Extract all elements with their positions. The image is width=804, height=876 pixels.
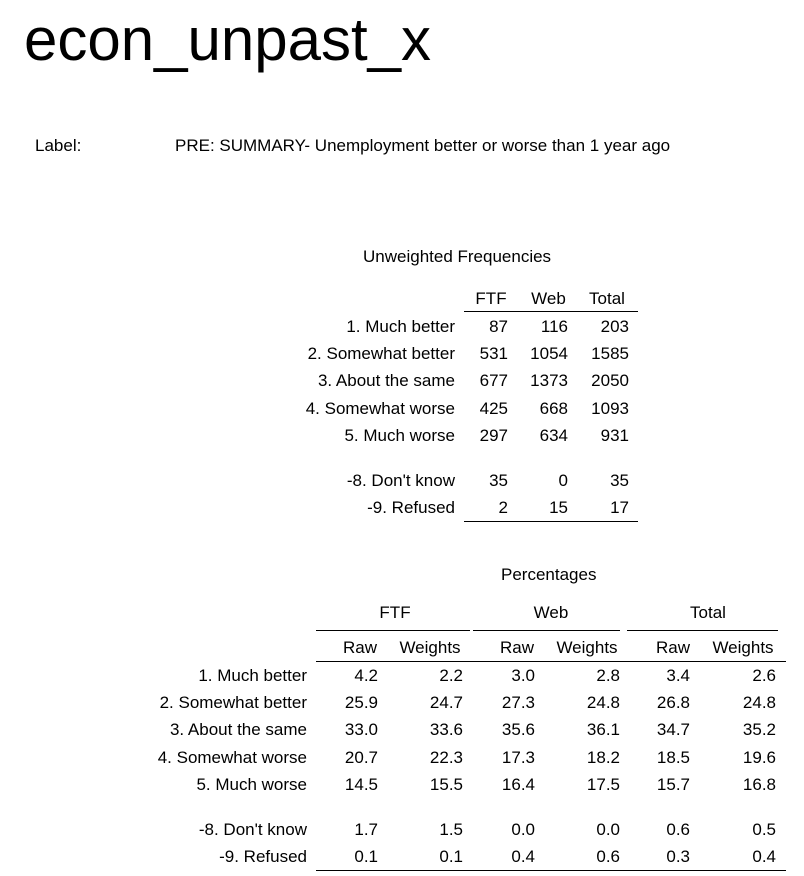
unweighted-cell: 2 [498,498,508,517]
percentages-cell: 17.3 [501,748,535,767]
percentages-cell: 27.3 [501,693,535,712]
unweighted-cell: 203 [600,317,629,336]
percentages-cell: 15.7 [656,775,690,794]
percentages-cell: 16.8 [742,775,776,794]
percentages-bottom-rule [316,870,786,871]
percentages-cell: 2.6 [752,666,776,685]
unweighted-bottom-rule [464,521,638,522]
percentages-subcol-header: Raw [655,638,690,657]
percentages-cell: 35.6 [501,720,535,739]
unweighted-cell: 1054 [530,344,568,363]
percentages-cell: 0.6 [666,820,690,839]
percentages-cell: 2.2 [439,666,463,685]
unweighted-cell: 2050 [591,371,629,390]
percentages-cell: 18.5 [656,748,690,767]
unweighted-cell: 677 [479,371,508,390]
unweighted-cell: 1093 [591,399,629,418]
percentages-cell: 3.0 [511,666,535,685]
unweighted-cell: 0 [558,471,568,490]
percentages-cell: 18.2 [586,748,620,767]
percentages-cell: 0.0 [511,820,535,839]
unweighted-cell: 668 [539,399,568,418]
percentages-cell: 0.1 [354,847,378,866]
percentages-row-label: 2. Somewhat better [159,693,307,712]
unweighted-title: Unweighted Frequencies [363,247,552,266]
unweighted-cell: 1373 [530,371,568,390]
percentages-cell: 26.8 [656,693,690,712]
unweighted-cell: 531 [479,344,508,363]
unweighted-cell: 931 [600,426,629,445]
percentages-cell: 33.6 [429,720,463,739]
percentages-subcol-header: Weights [556,638,618,657]
percentages-cell: 17.5 [586,775,620,794]
percentages-row-label: 5. Much worse [196,775,307,794]
percentages-row-label: 4. Somewhat worse [157,748,307,767]
percentages-cell: 0.6 [596,847,620,866]
unweighted-cell: 1585 [591,344,629,363]
unweighted-cell: 634 [539,426,568,445]
percentages-subcol-header: Weights [399,638,461,657]
unweighted-cell: 425 [479,399,508,418]
percentages-group-header: FTF [379,603,411,622]
unweighted-cell: 15 [549,498,568,517]
unweighted-cell: 297 [479,426,508,445]
percentages-row-label: 1. Much better [198,666,307,685]
percentages-cell: 22.3 [429,748,463,767]
percentages-group-rule [316,630,470,631]
percentages-row-label: -9. Refused [219,847,307,866]
percentages-cell: 25.9 [344,693,378,712]
percentages-title: Percentages [501,565,597,584]
unweighted-row-label: -8. Don't know [346,471,455,490]
unweighted-col-header: Total [589,289,625,308]
percentages-cell: 24.8 [742,693,776,712]
percentages-row-label: 3. About the same [169,720,307,739]
unweighted-row-label: 4. Somewhat worse [305,399,455,418]
percentages-cell: 0.5 [752,820,776,839]
percentages-cell: 0.4 [511,847,535,866]
percentages-cell: 34.7 [656,720,690,739]
percentages-group-header: Total [690,603,726,622]
percentages-cell: 36.1 [586,720,620,739]
percentages-cell: 0.1 [439,847,463,866]
unweighted-row-label: -9. Refused [367,498,455,517]
unweighted-col-header: FTF [475,289,507,308]
percentages-cell: 19.6 [742,748,776,767]
percentages-cell: 0.4 [752,847,776,866]
percentages-row-label: -8. Don't know [198,820,307,839]
unweighted-cell: 17 [610,498,629,517]
unweighted-row-label: 2. Somewhat better [307,344,455,363]
variable-title: econ_unpast_x [24,6,431,73]
percentages-cell: 24.8 [586,693,620,712]
unweighted-cell: 35 [489,471,508,490]
label-key: Label: [35,136,82,155]
percentages-header-rule [316,661,786,662]
percentages-cell: 33.0 [344,720,378,739]
percentages-cell: 2.8 [596,666,620,685]
unweighted-row-label: 5. Much worse [344,426,455,445]
percentages-cell: 1.5 [439,820,463,839]
percentages-cell: 24.7 [429,693,463,712]
percentages-cell: 16.4 [501,775,535,794]
percentages-cell: 35.2 [742,720,776,739]
percentages-cell: 14.5 [344,775,378,794]
percentages-cell: 0.0 [596,820,620,839]
percentages-group-header: Web [533,603,569,622]
percentages-cell: 0.3 [666,847,690,866]
unweighted-cell: 35 [610,471,629,490]
percentages-cell: 15.5 [429,775,463,794]
unweighted-col-header: Web [531,289,566,308]
percentages-cell: 3.4 [666,666,690,685]
percentages-subcol-header: Weights [712,638,774,657]
percentages-cell: 1.7 [354,820,378,839]
unweighted-row-label: 3. About the same [317,371,455,390]
unweighted-cell: 87 [489,317,508,336]
label-value: PRE: SUMMARY- Unemployment better or worse than 1 year ago [175,136,671,155]
percentages-cell: 20.7 [344,748,378,767]
unweighted-row-label: 1. Much better [346,317,455,336]
percentages-subcol-header: Raw [342,638,377,657]
percentages-group-rule [627,630,778,631]
unweighted-cell: 116 [540,317,568,336]
percentages-subcol-header: Raw [499,638,534,657]
unweighted-header-rule [464,311,638,312]
percentages-group-rule [473,630,620,631]
percentages-cell: 4.2 [354,666,378,685]
